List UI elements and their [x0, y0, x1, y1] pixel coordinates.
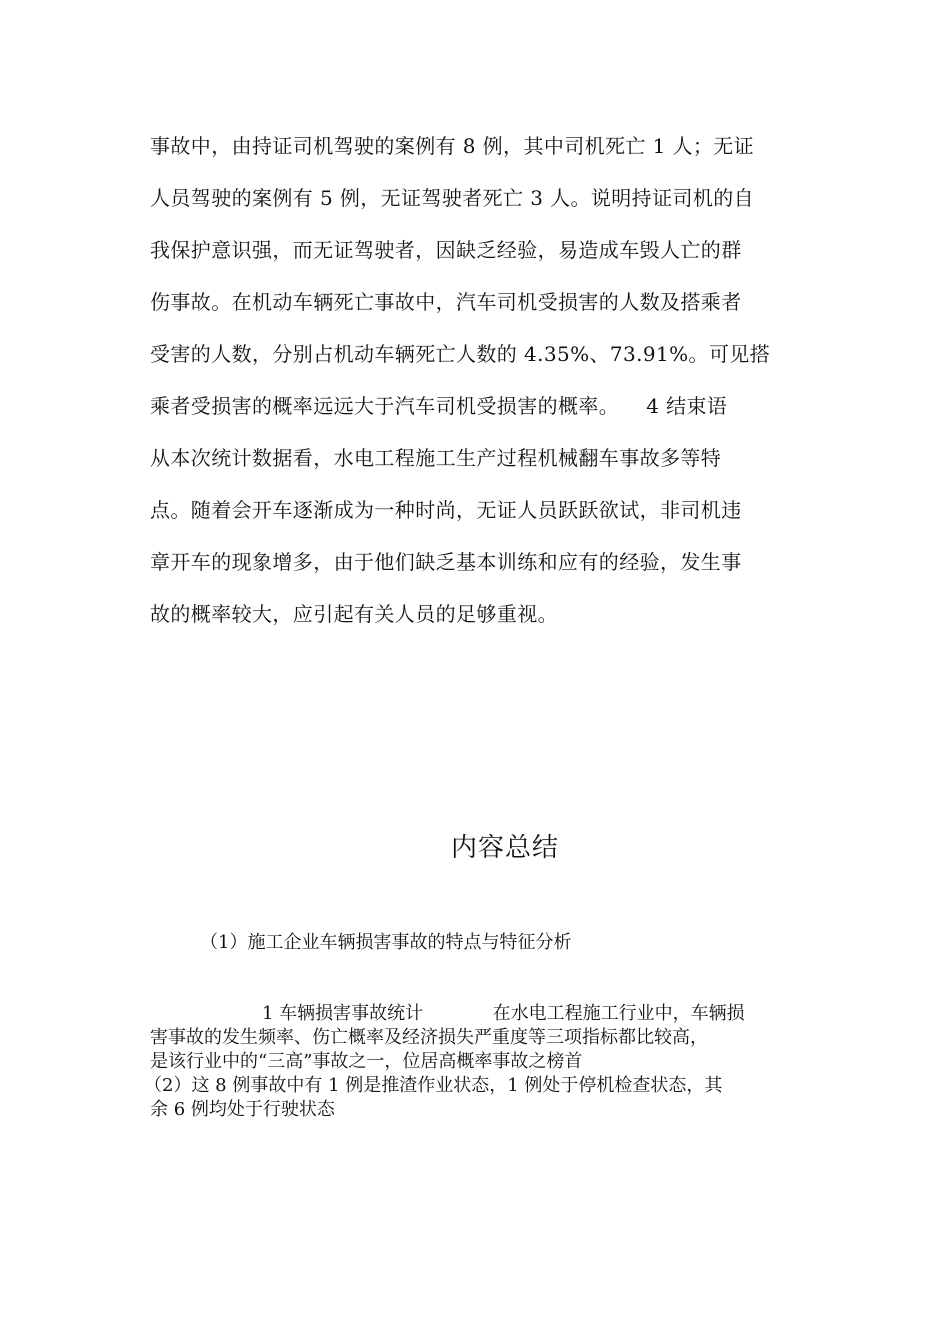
- body-line: 章开车的现象增多，由于他们缺乏基本训练和应有的经验，发生事: [150, 550, 742, 574]
- summary-item-1: （1）施工企业车辆损害事故的特点与特征分析: [200, 932, 572, 953]
- body-line: 事故中，由持证司机驾驶的案例有 8 例，其中司机死亡 1 人；无证: [150, 134, 755, 158]
- body-line: 人员驾驶的案例有 5 例，无证驾驶者死亡 3 人。说明持证司机的自: [150, 186, 755, 210]
- body-line: 故的概率较大，应引起有关人员的足够重视。: [150, 602, 558, 626]
- summary-line: [150, 1002, 810, 1026]
- body-line: 受害的人数，分别占机动车辆死亡人数的 4.35%、73.91%。可见搭: [150, 342, 771, 366]
- body-text: [150, 120, 810, 640]
- summary-subheading: 1 车辆损害事故统计: [262, 1003, 424, 1024]
- summary-line: 是该行业中的“三高”事故之一，位居高概率事故之榜首: [150, 1051, 583, 1072]
- body-line: 点。随着会开车逐渐成为一种时尚，无证人员跃跃欲试，非司机违: [150, 498, 742, 522]
- body-line: 从本次统计数据看，水电工程施工生产过程机械翻车事故多等特: [150, 446, 722, 470]
- body-line: 乘者受损害的概率远远大于汽车司机受损害的概率。 4 结束语: [150, 394, 728, 418]
- summary-line: 余 6 例均处于行驶状态: [150, 1099, 335, 1120]
- body-line: 伤事故。在机动车辆死亡事故中，汽车司机受损害的人数及搭乘者: [150, 290, 742, 314]
- summary-title: 内容总结: [450, 833, 559, 863]
- body-line: 我保护意识强，而无证驾驶者，因缺乏经验，易造成车毁人亡的群: [150, 238, 742, 262]
- summary-line: 害事故的发生频率、伤亡概率及经济损失严重度等三项指标都比较高，: [150, 1027, 708, 1048]
- summary-line: （2）这 8 例事故中有 1 例是推渣作业状态，1 例处于停机检查状态，其: [144, 1075, 723, 1096]
- summary-text: 在水电工程施工行业中，车辆损: [492, 1003, 745, 1024]
- summary-block: [144, 1002, 810, 1122]
